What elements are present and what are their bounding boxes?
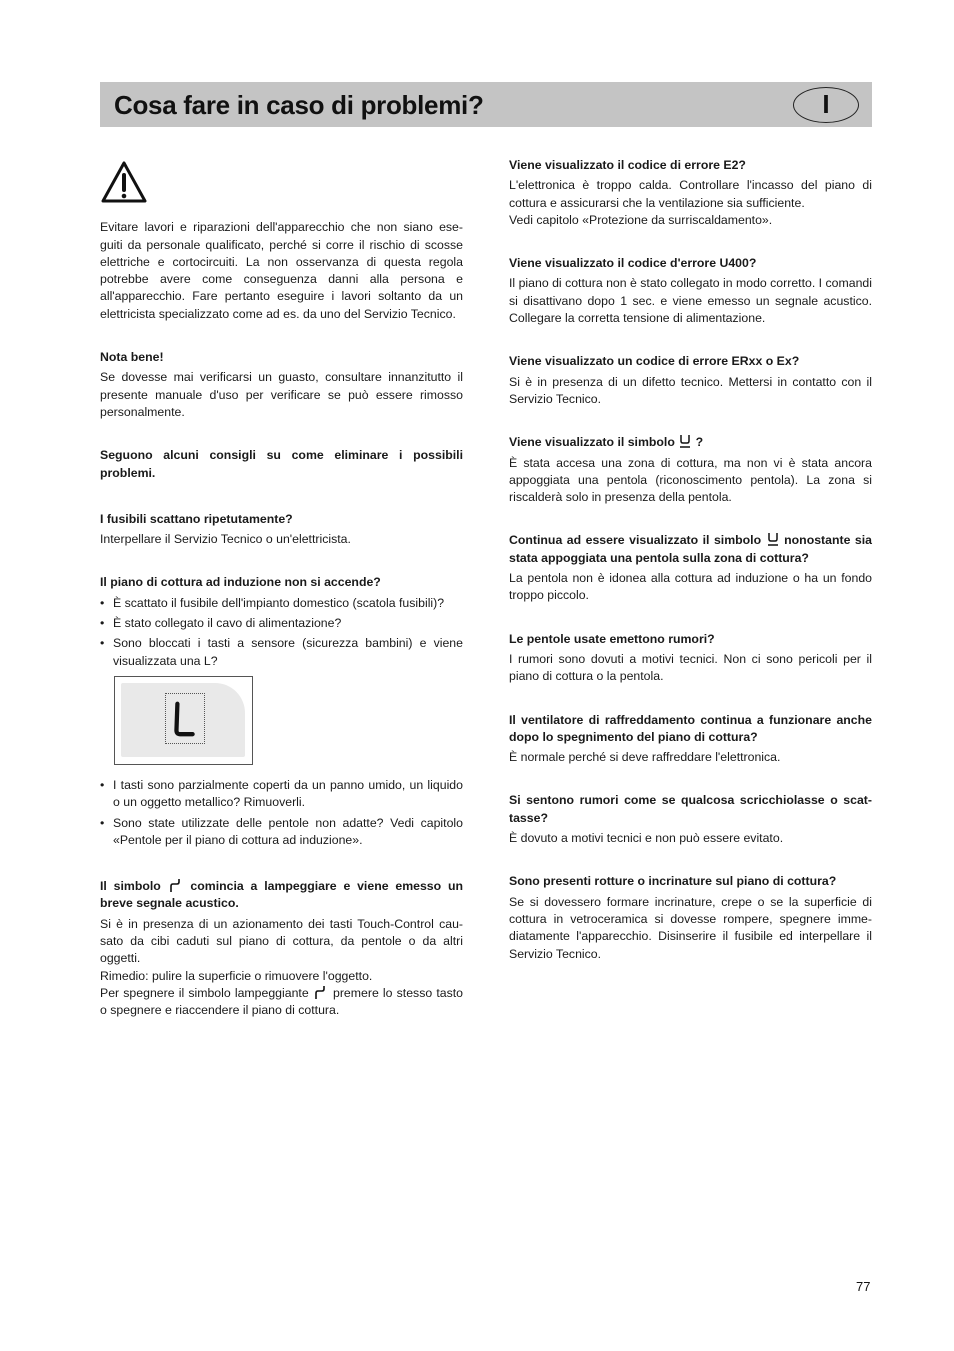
ventilatore-heading: Il ventilatore di raffreddamento continua a funzionare anche dopo lo spegnimento del piano di cottura? [509, 712, 872, 744]
simbolo-text-2: Rimedio: pulire la superficie o rimuovere l'oggetto. [100, 968, 373, 983]
rumori-text: I rumori sono dovuti a motivi tecnici. Non ci sono pericoli per il piano di cottura o la pentola. [509, 651, 872, 684]
simbolo-u-text: È stata accesa una zona di cottura, ma non vi è stata ancora appoggiata una pentola (riconoscimento pentola). La zona si riscalderà solo in presenza della pentola. [509, 455, 872, 505]
rotture-text: Se si dovessero formare incrinature, crepe o se la superficie di cottura in vetroceramica si dovesse rompere, spegnere imme-diatamente l'apparecchio. Disinserire il fusibile ed interpellare il Servizio Tecnico. [509, 894, 872, 961]
left-column [100, 160, 463, 1020]
page-number: 77 [856, 1279, 871, 1294]
accende-heading: Il piano di cottura ad induzione non si accende? [100, 575, 381, 590]
page-title: Cosa fare in caso di problemi? [114, 90, 484, 120]
list-item: • È stato collegato il cavo di alimentazione? [100, 615, 463, 632]
rotture-heading: Sono presenti rotture o incrinature sul piano di cottura? [509, 874, 837, 889]
right-column [509, 157, 872, 963]
lock-display-icon [165, 693, 205, 744]
scricchiolii-text: È dovuto a motivi tecnici e non può essere evitato. [509, 831, 784, 846]
warning-text: Evitare lavori e riparazioni dell'apparecchio che non siano ese-guiti da personale qualificato, perché si corre il rischio di scosse elettriche e cortocircuiti. La non osservanza di questa regola potrebbe avere come conseguenza danni alla persona e all'apparecchio. Fare pertanto eseguire i lavori soltanto da un elettricista specializzato come ad es. da uno del Servizio Tecnico. [100, 220, 463, 321]
u400-heading: Viene visualizzato il codice d'errore U400? [509, 256, 757, 271]
accende-list [100, 595, 463, 670]
simbolo-text-3: Per spegnere il simbolo lampeggiante premere lo stesso tasto o spegnere e riaccendere il piano di cottura. [100, 985, 464, 1018]
e2-heading: Viene visualizzato il codice di errore E2? [509, 158, 746, 172]
continua-text: La pentola non è idonea alla cottura ad induzione o ha un fondo troppo piccolo. [509, 571, 872, 603]
erxx-heading: Viene visualizzato un codice di errore ERxx o Ex? [509, 354, 800, 369]
list-item: • Sono state utilizzate delle pentole non adatte? Vedi capitolo «Pentole per il piano di cottura ad induzione». [100, 815, 463, 850]
warning-triangle-icon [100, 160, 148, 204]
u400-text: Il piano di cottura non è stato collegato in modo corretto. I comandi si disattivano dopo 1 sec. e viene emesso un segnale acustico. Collegare la corretta tensione di alimentazione. [509, 276, 872, 326]
e2-text-1: L'elettronica è troppo calda. Controllare l'incasso del piano di cottura e assicurarsi che la ventilazione sia sufficiente. [509, 178, 872, 210]
rumori-heading: Le pentole usate emettono rumori? [509, 631, 715, 646]
nota-heading: Nota bene! [100, 350, 164, 365]
list-item: • I tasti sono parzialmente coperti da un panno umido, un liquido o un oggetto metallico? Rimuoverli. [100, 777, 463, 812]
ventilatore-text: È normale perché si deve raffreddare l'elettronica. [509, 750, 781, 765]
list-item: • È scattato il fusibile dell'impianto domestico (scatola fusibili)? [100, 595, 463, 612]
flash-symbol-icon [168, 878, 184, 893]
consigli-heading: Seguono alcuni consigli su come eliminare i possibili problemi. [100, 448, 463, 480]
accende-list-2 [100, 777, 463, 849]
fusibili-heading: I fusibili scattano ripetutamente? [100, 511, 293, 526]
list-item: • Sono bloccati i tasti a sensore (sicurezza bambini) e viene visualizzata una L? [100, 635, 463, 670]
pot-symbol-icon [678, 434, 692, 449]
language-badge: I [793, 87, 859, 123]
continua-heading: Continua ad essere visualizzato il simbolo nonostante sia stata appoggiata una pentola sulla zona di cottura? [509, 533, 873, 565]
simbolo-text-1: Si è in presenza di un azionamento dei tasti Touch-Control cau-sato da cibi caduti sul piano di cottura, da pentole o da altri oggetti. [100, 916, 463, 966]
e2-text-2: Vedi capitolo «Protezione da surriscaldamento». [509, 212, 773, 227]
erxx-text: Si è in presenza di un difetto tecnico. Mettersi in contatto con il Servizio Tecnico. [509, 374, 872, 406]
pot-symbol-icon [766, 532, 780, 547]
page-header [100, 82, 872, 127]
scricchiolii-heading: Si sentono rumori come se qualcosa scricchiolasse o scat-tasse? [509, 793, 872, 825]
nota-text: Se dovesse mai verificarsi un guasto, consultare innanzitutto il presente manuale d'uso per verificare se può essere rimosso personalmente. [100, 370, 463, 419]
fusibili-text: Interpellare il Servizio Tecnico o un'elettricista. [100, 532, 351, 547]
simbolo-heading: Il simbolo comincia a lampeggiare e viene emesso un breve segnale acustico. [100, 879, 463, 911]
simbolo-u-heading: Viene visualizzato il simbolo ? [509, 435, 704, 450]
flash-symbol-icon [313, 985, 329, 1000]
lock-display-illustration [114, 676, 253, 765]
